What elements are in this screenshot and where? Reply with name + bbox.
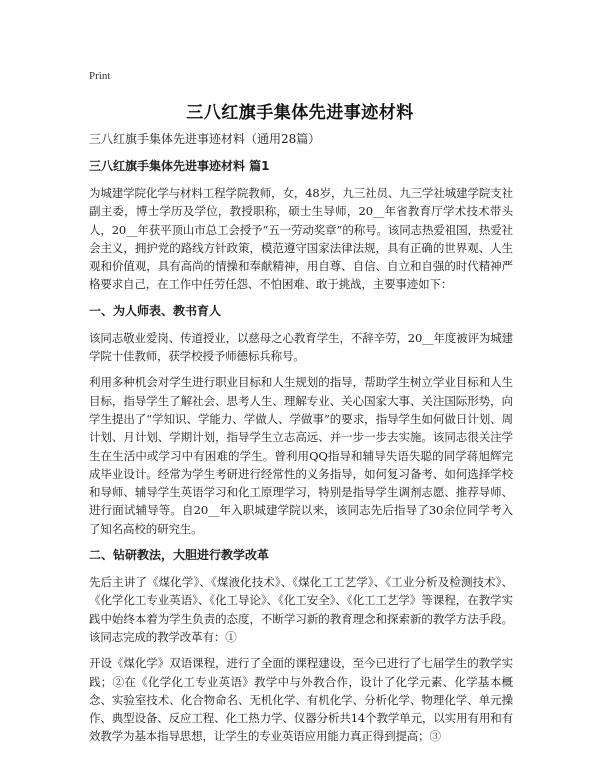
- paragraph-reforms: 开设《煤化学》双语课程，进行了全面的课程建设，至今已进行了七届学生的教学实践；②在《化学化工专业英语》教学中与外教合作，设计了化学元素、化学基本概念、实验室技术、化合物命名、无机化学、有机化学、分析化学、物理化学、单元操作、典型设备、反应工程、化工热力学、仪器分析共14个教学单元，以实用有用和有效教学为基本指导思想，让学生的专业英语应用能力真正得到提高；③: [89, 656, 513, 744]
- document-subtitle: 三八红旗手集体先进事迹材料（通用28篇）: [89, 132, 321, 146]
- chapter-heading: 三八红旗手集体先进事迹材料 篇1: [89, 159, 270, 173]
- paragraph-intro: 为城建学院化学与材料工程学院教师，女，48岁，九三社员、九三学社城建学院支社副主委，博士学历及学位，教授职称，硕士生导师，20__年省教育厅学术技术带头人，20__年获平顶山市总工会授予“五一劳动奖章”的称号。该同志热爱祖国，热爱社会主义，拥护党的路线方针政策，模范遵守国家法律法规，具有正确的世界观、人生观和价值观，具有高尚的情操和奉献精神，用自尊、自信、自立和自强的时代精神严格要求自己，在工作中任劳任怨、不怕困难、敢于挑战，主要事迹如下：: [89, 186, 513, 292]
- document-title: 三八红旗手集体先进事迹材料: [186, 103, 414, 123]
- paragraph-courses: 先后主讲了《煤化学》、《煤液化技术》、《煤化工工艺学》、《工业分析及检测技术》、《化学化工专业英语》、《化工导论》、《化工安全》、《化工工艺学》等课程，在教学实践中始终本着为学生负责的态度，不断学习新的教育理念和探索新的教学方法手段。该同志完成的教学改革有：①: [89, 575, 513, 644]
- document-body: [89, 130, 513, 754]
- section-heading-1: 一、为人师表、教书育人: [89, 303, 222, 318]
- section-heading-2: 二、钻研教法，大胆进行教学改革: [89, 548, 270, 563]
- print-link[interactable]: Print: [89, 70, 111, 82]
- paragraph-teaching-ethics: 该同志敬业爱岗、传道授业，以慈母之心教育学生，不辞辛劳，20__年度被评为城建学院十佳教师，获学校授予师德标兵称号。: [89, 330, 513, 364]
- paragraph-student-guidance: 利用多种机会对学生进行职业目标和人生规划的指导，帮助学生树立学业目标和人生目标，指导学生了解社会、思考人生、理解专业、关心国家大事、关注国际形势，向学生提出了“学知识、学能力、学做人、学做事”的要求，指导学生如何做日计划、周计划、月计划、学期计划，指导学生立志高远、并一步一步去实施。该同志很关注学生在生活中或学习中有困难的学生。曾利用QQ指导和辅导失语失聪的同学蒋旭辉完成毕业设计。经常为学生考研进行经常性的义务指导，如何复习备考、如何选择学校和导师、辅导学生英语学习和化工原理学习，特别是指导学生调剂志愿、推荐导师、进行面试辅导等。自20__年入职城建学院以来，该同志先后指导了30余位同学考入了知名高校的研究生。: [89, 375, 513, 536]
